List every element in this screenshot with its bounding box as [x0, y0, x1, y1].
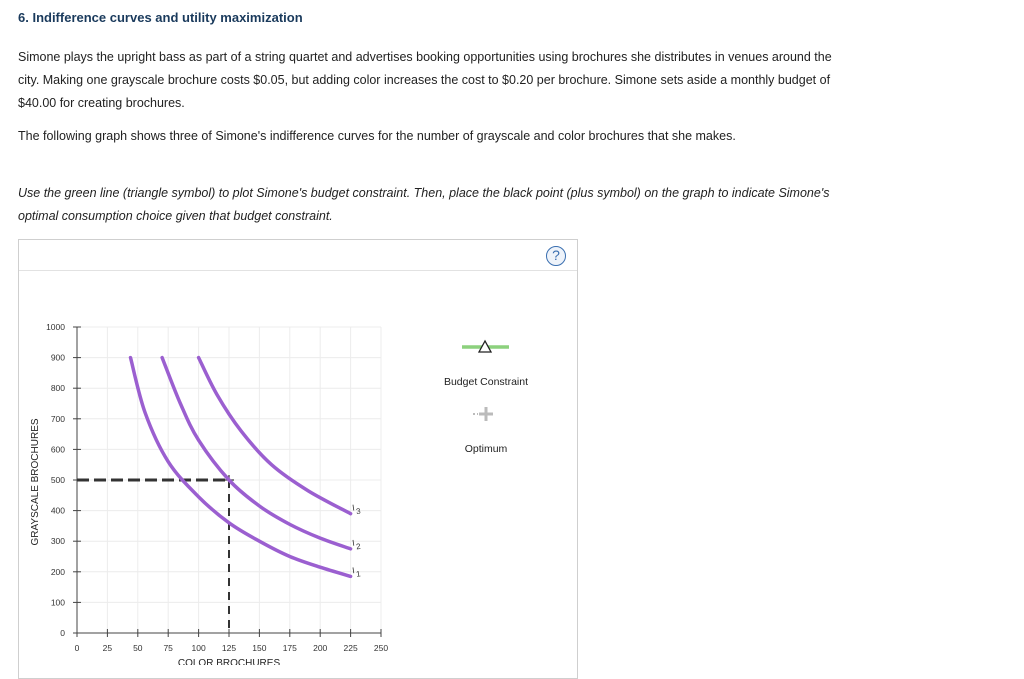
problem-line-3: $40.00 for creating brochures. — [18, 96, 185, 110]
curve-label-sub: 1 — [355, 569, 362, 579]
x-tick-label: 175 — [282, 643, 297, 653]
curve-label-i1 — [351, 564, 361, 579]
reference-dashes — [77, 475, 234, 633]
x-tick-label: 100 — [191, 643, 206, 653]
x-tick-label: 0 — [74, 643, 80, 653]
chart-axes — [46, 322, 388, 653]
curve-label-main: I — [351, 502, 356, 513]
graph-description: The following graph shows three of Simone's indifference curves for the number of grayscale and color brochures that she makes. — [18, 129, 736, 143]
y-tick-label: 900 — [50, 352, 65, 363]
y-tick-label: 200 — [50, 566, 65, 577]
y-axis-title: GRAYSCALE BROCHURES — [30, 418, 41, 546]
x-tick-label: 250 — [373, 643, 389, 653]
x-tick-label: 25 — [102, 643, 113, 653]
curve-label-sub: 3 — [355, 506, 362, 517]
indifference-curve-i2[interactable] — [162, 358, 350, 549]
y-tick-label: 800 — [50, 383, 65, 394]
curve-label-main: I — [351, 537, 356, 548]
problem-line-2: city. Making one grayscale brochure costs $0.05, but adding color increases the cost to $0.20 per brochure. Simone sets aside a monthly budget of — [18, 73, 831, 87]
x-tick-label: 150 — [252, 643, 267, 653]
x-tick-label: 50 — [133, 643, 143, 653]
optimum-legend-label: Optimum — [464, 443, 508, 455]
x-tick-label: 125 — [221, 643, 237, 653]
chart-legend[interactable] — [444, 341, 528, 455]
curve-label-sub: 2 — [355, 541, 362, 552]
y-tick-label: 1000 — [46, 322, 65, 332]
instructions-line-2: optimal consumption choice given that budget constraint. — [18, 209, 333, 223]
y-tick-label: 400 — [50, 505, 65, 516]
instructions-line-1: Use the green line (triangle symbol) to plot Simone's budget constraint. Then, place the black point (plus symbol) on the graph to indicate Simone's — [18, 186, 830, 200]
x-tick-label: 225 — [343, 643, 358, 653]
curve-label-i2 — [351, 537, 361, 552]
curve-label-main: I — [351, 565, 356, 576]
y-tick-label: 600 — [50, 444, 65, 455]
indifference-curves[interactable] — [131, 358, 362, 580]
question-title: 6. Indifference curves and utility maximization — [18, 10, 303, 25]
y-tick-label: 100 — [50, 597, 65, 608]
help-icon[interactable]: ? — [546, 246, 566, 266]
curve-label-i3 — [351, 502, 361, 517]
indifference-curve-i3[interactable] — [199, 358, 351, 514]
x-tick-label: 75 — [163, 643, 173, 653]
budget-legend-label: Budget Constraint — [443, 376, 529, 388]
x-axis-title: COLOR BROCHURES — [177, 658, 281, 665]
y-tick-label: 300 — [50, 536, 65, 547]
x-tick-label: 200 — [313, 643, 328, 653]
problem-line-1: Simone plays the upright bass as part of a string quartet and advertises booking opportunities using brochures she distributes in venues around the — [18, 50, 832, 64]
y-tick-label: 500 — [50, 475, 65, 485]
y-tick-label: 0 — [60, 628, 65, 638]
indifference-curve-i1[interactable] — [131, 358, 351, 577]
y-tick-label: 700 — [50, 413, 65, 424]
